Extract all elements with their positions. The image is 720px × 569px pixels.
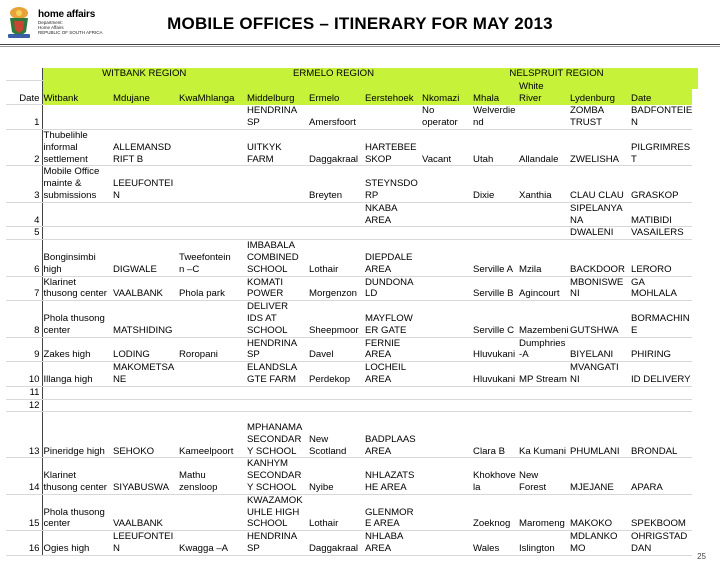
region-row [6, 68, 692, 80]
table-cell-nkomazi [421, 240, 472, 276]
table-cell-kwamhlanga [178, 105, 246, 130]
table-cell-ermelo: Daggakraal [308, 129, 364, 165]
ermelo-region-label: ERMELO REGION [246, 68, 421, 80]
table-cell-mdujane: SIYABUSWA [112, 458, 178, 494]
table-cell-ermelo: Amersfoort [308, 105, 364, 130]
table-cell-middelburg [246, 386, 308, 399]
table-cell-mhala: Serville C [472, 301, 518, 337]
table-cell-nkomazi [421, 276, 472, 301]
table-row [6, 386, 692, 399]
table-cell-white-river: Agincourt [518, 276, 569, 301]
table-cell-mhala: Utah [472, 129, 518, 165]
table-cell-eerstehoek: DUNDONA LD [364, 276, 421, 301]
column-header-row [6, 80, 692, 105]
nelspruit-region-label: NELSPRUIT REGION [421, 68, 692, 80]
logo-line-3: REPUBLIC OF SOUTH AFRICA [38, 29, 103, 35]
table-cell-middelburg: DELIVER IDS AT SCHOOL [246, 301, 308, 337]
row-date-cell: 14 [6, 458, 42, 494]
table-cell-witbank: Zakes high [42, 337, 112, 362]
table-cell-ermelo: Breyten [308, 166, 364, 202]
table-cell-white-river: Islington [518, 531, 569, 556]
table-row [6, 301, 692, 337]
table-cell-witbank: Illanga high [42, 362, 112, 387]
table-cell-eerstehoek: NKABA AREA [364, 202, 421, 227]
table-cell-lydenburg: DWALENI [569, 227, 630, 240]
table-cell-middelburg: KWAZAMOK UHLE HIGH SCHOOL [246, 494, 308, 530]
table-cell-nkomazi [421, 458, 472, 494]
table-cell-middelburg: ELANDSLA GTE FARM [246, 362, 308, 387]
table-cell-witbank: Ogies high [42, 531, 112, 556]
table-cell-ermelo: New Scotland [308, 412, 364, 458]
table-cell-kwamhlanga: Roropani [178, 337, 246, 362]
table-cell-lydenburg: BACKDOOR [569, 240, 630, 276]
table-cell-witbank: Mobile Office mainte & submissions [42, 166, 112, 202]
row-date-cell: 2 [6, 129, 42, 165]
table-cell-date-2: GRASKOP [630, 166, 692, 202]
table-cell-mhala [472, 227, 518, 240]
table-cell-middelburg: UITKYK FARM [246, 129, 308, 165]
table-cell-mhala: Welverdie nd [472, 105, 518, 130]
table-cell-eerstehoek: DIEPDALE AREA [364, 240, 421, 276]
table-cell-witbank [42, 386, 112, 399]
row-date-cell: 1 [6, 105, 42, 130]
table-cell-eerstehoek: NHLABA AREA [364, 531, 421, 556]
table-cell-mhala: Dixie [472, 166, 518, 202]
table-cell-middelburg [246, 202, 308, 227]
table-cell-middelburg: HENDRINA SP [246, 105, 308, 130]
table-cell-middelburg [246, 399, 308, 412]
table-cell-eerstehoek: FERNIE AREA [364, 337, 421, 362]
table-cell-white-river [518, 227, 569, 240]
row-date-cell: 6 [6, 240, 42, 276]
row-date-cell: 4 [6, 202, 42, 227]
row-date-cell: 9 [6, 337, 42, 362]
table-cell-witbank: Bonginsimbi high [42, 240, 112, 276]
table-cell-date-2: VASAILERS [630, 227, 692, 240]
table-row [6, 227, 692, 240]
title-divider-thin [0, 46, 720, 47]
table-cell-eerstehoek: NHLAZATS HE AREA [364, 458, 421, 494]
table-cell-date-2: MATIBIDI [630, 202, 692, 227]
table-cell-mdujane [112, 386, 178, 399]
table-cell-lydenburg: MBONISWE NI [569, 276, 630, 301]
table-cell-white-river: Ka Kumani [518, 412, 569, 458]
column-header-middelburg: Middelburg [246, 80, 308, 105]
table-cell-eerstehoek: STEYNSDO RP [364, 166, 421, 202]
row-date-cell: 5 [6, 227, 42, 240]
table-cell-mhala: Serville B [472, 276, 518, 301]
table-row [6, 362, 692, 387]
table-cell-ermelo: Lothair [308, 240, 364, 276]
table-cell-date-2: GA MOHLALA [630, 276, 692, 301]
table-cell-middelburg: IMBABALA COMBINED SCHOOL [246, 240, 308, 276]
table-cell-mdujane: LEEUFONTEI N [112, 166, 178, 202]
table-cell-white-river: Maromeng [518, 494, 569, 530]
table-cell-mhala: Clara B [472, 412, 518, 458]
table-cell-mhala [472, 399, 518, 412]
table-cell-ermelo [308, 386, 364, 399]
table-cell-white-river [518, 202, 569, 227]
table-cell-date-2: BORMACHIN E [630, 301, 692, 337]
table-cell-middelburg: HENDRINA SP [246, 531, 308, 556]
table-cell-mdujane: SEHOKO [112, 412, 178, 458]
table-cell-ermelo [308, 399, 364, 412]
table-cell-date-2: OHRIGSTAD DAN [630, 531, 692, 556]
table-cell-eerstehoek: HARTEBEE SKOP [364, 129, 421, 165]
table-cell-nkomazi [421, 362, 472, 387]
table-cell-mhala: Zoeknog [472, 494, 518, 530]
table-cell-lydenburg [569, 399, 630, 412]
column-header-nkomazi: Nkomazi [421, 80, 472, 105]
itinerary-table [6, 68, 692, 556]
table-cell-lydenburg: ZOMBA TRUST [569, 105, 630, 130]
table-cell-witbank: Phola thusong center [42, 494, 112, 530]
witbank-region-label: WITBANK REGION [42, 68, 246, 80]
column-header-mdujane: Mdujane [112, 80, 178, 105]
table-cell-lydenburg: MVANGATI NI [569, 362, 630, 387]
table-cell-nkomazi [421, 386, 472, 399]
table-cell-nkomazi [421, 301, 472, 337]
logo-brand-name: home affairs [38, 8, 96, 20]
table-cell-eerstehoek: GLENMOR E AREA [364, 494, 421, 530]
table-cell-mhala: Hluvukani [472, 362, 518, 387]
table-cell-middelburg [246, 166, 308, 202]
table-cell-white-river [518, 105, 569, 130]
table-cell-lydenburg: PHUMLANI [569, 412, 630, 458]
row-date-cell: 10 [6, 362, 42, 387]
table-cell-mhala: Hluvukani [472, 337, 518, 362]
table-cell-date-2 [630, 399, 692, 412]
table-cell-lydenburg: MJEJANE [569, 458, 630, 494]
table-cell-middelburg: KOMATI POWER [246, 276, 308, 301]
itinerary-table-wrap [6, 68, 693, 554]
logo-line-2: Home Affairs [38, 24, 64, 30]
row-date-cell: 7 [6, 276, 42, 301]
table-cell-witbank: Klarinet thusong center [42, 458, 112, 494]
column-header-kwamhlanga: KwaMhlanga [178, 80, 246, 105]
table-cell-witbank: Pineridge high [42, 412, 112, 458]
table-cell-nkomazi [421, 531, 472, 556]
table-cell-witbank: Thubelihle informal settlement [42, 129, 112, 165]
row-date-cell: 15 [6, 494, 42, 530]
table-row [6, 494, 692, 530]
table-cell-kwamhlanga [178, 399, 246, 412]
table-cell-nkomazi: Vacant [421, 129, 472, 165]
table-cell-lydenburg: BIYELANI [569, 337, 630, 362]
table-cell-kwamhlanga: Kwagga –A [178, 531, 246, 556]
table-cell-lydenburg: CLAU CLAU [569, 166, 630, 202]
table-cell-date-2: SPEKBOOM [630, 494, 692, 530]
table-cell-ermelo: Nyibe [308, 458, 364, 494]
table-cell-date-2: PHIRING [630, 337, 692, 362]
table-cell-witbank [42, 202, 112, 227]
table-cell-mdujane: LEEUFONTEI N [112, 531, 178, 556]
column-header-ermelo: Ermelo [308, 80, 364, 105]
table-cell-kwamhlanga [178, 227, 246, 240]
table-row [6, 399, 692, 412]
table-cell-white-river [518, 386, 569, 399]
table-cell-lydenburg: ZWELISHA [569, 129, 630, 165]
table-cell-mhala: Khokhove la [472, 458, 518, 494]
table-cell-date-2: ID DELIVERY [630, 362, 692, 387]
table-cell-white-river: Mazembeni [518, 301, 569, 337]
table-cell-ermelo: Sheepmoor [308, 301, 364, 337]
table-cell-mdujane: DIGWALE [112, 240, 178, 276]
table-row [6, 531, 692, 556]
table-row [6, 202, 692, 227]
table-cell-mhala [472, 386, 518, 399]
table-row [6, 458, 692, 494]
table-cell-nkomazi [421, 412, 472, 458]
table-cell-mdujane: MAKOMETSA NE [112, 362, 178, 387]
table-cell-mdujane [112, 105, 178, 130]
table-cell-ermelo: Perdekop [308, 362, 364, 387]
column-header-date-2: Date [630, 80, 692, 105]
table-cell-mhala [472, 202, 518, 227]
table-cell-date-2: LERORO [630, 240, 692, 276]
table-cell-witbank [42, 399, 112, 412]
table-cell-mhala: Wales [472, 531, 518, 556]
table-cell-mdujane: VAALBANK [112, 494, 178, 530]
table-cell-kwamhlanga [178, 386, 246, 399]
table-cell-lydenburg [569, 386, 630, 399]
table-cell-nkomazi [421, 227, 472, 240]
row-date-cell: 11 [6, 386, 42, 399]
table-cell-white-river: Allandale [518, 129, 569, 165]
column-header-mhala: Mhala [472, 80, 518, 105]
table-cell-mdujane: LODING [112, 337, 178, 362]
table-cell-kwamhlanga: Kameelpoort [178, 412, 246, 458]
table-cell-nkomazi [421, 337, 472, 362]
table-cell-witbank [42, 105, 112, 130]
table-cell-nkomazi [421, 166, 472, 202]
table-cell-nkomazi [421, 399, 472, 412]
table-cell-ermelo: Lothair [308, 494, 364, 530]
table-cell-date-2: BRONDAL [630, 412, 692, 458]
table-cell-eerstehoek: LOCHEIL AREA [364, 362, 421, 387]
row-date-cell: 13 [6, 412, 42, 458]
page-number: 25 [697, 552, 706, 561]
table-cell-mdujane [112, 227, 178, 240]
table-cell-mdujane: VAALBANK [112, 276, 178, 301]
table-cell-mdujane [112, 399, 178, 412]
table-cell-kwamhlanga [178, 166, 246, 202]
table-cell-nkomazi: No operator [421, 105, 472, 130]
table-cell-mdujane: ALLEMANSD RIFT B [112, 129, 178, 165]
table-cell-middelburg: KANHYM SECONDAR Y SCHOOL [246, 458, 308, 494]
table-cell-lydenburg: MDLANKO MO [569, 531, 630, 556]
table-row [6, 412, 692, 458]
table-cell-date-2: APARA [630, 458, 692, 494]
table-cell-white-river: MP Stream [518, 362, 569, 387]
table-cell-white-river: Mzila [518, 240, 569, 276]
table-row [6, 240, 692, 276]
table-cell-eerstehoek [364, 386, 421, 399]
row-date-cell: 3 [6, 166, 42, 202]
table-cell-witbank: Phola thusong center [42, 301, 112, 337]
table-row [6, 276, 692, 301]
row-date-cell: 12 [6, 399, 42, 412]
table-cell-kwamhlanga [178, 301, 246, 337]
table-cell-white-river: New Forest [518, 458, 569, 494]
row-date-cell: 8 [6, 301, 42, 337]
table-cell-kwamhlanga [178, 362, 246, 387]
table-cell-eerstehoek [364, 227, 421, 240]
table-cell-kwamhlanga: Mathu zensloop [178, 458, 246, 494]
column-header-lydenburg: Lydenburg [569, 80, 630, 105]
table-cell-white-river: Xanthia [518, 166, 569, 202]
table-row [6, 105, 692, 130]
table-cell-kwamhlanga [178, 129, 246, 165]
table-cell-nkomazi [421, 494, 472, 530]
table-cell-mdujane [112, 202, 178, 227]
table-row [6, 129, 692, 165]
table-cell-kwamhlanga [178, 202, 246, 227]
table-cell-kwamhlanga [178, 494, 246, 530]
table-cell-white-river: Dumphries -A [518, 337, 569, 362]
column-header-witbank: Witbank [42, 80, 112, 105]
table-cell-mdujane: MATSHIDING [112, 301, 178, 337]
table-cell-date-2: BADFONTEIE N [631, 105, 693, 129]
table-cell-ermelo: Daggakraal [308, 531, 364, 556]
table-cell-date-2: PILGRIMRES T [630, 129, 692, 165]
table-cell-middelburg [246, 227, 308, 240]
table-cell-eerstehoek: BADPLAAS AREA [364, 412, 421, 458]
table-cell-eerstehoek [364, 105, 421, 130]
table-cell-lydenburg: SIPELANYA NA [569, 202, 630, 227]
table-cell-witbank [42, 227, 112, 240]
row-date-cell: 16 [6, 531, 42, 556]
table-cell-middelburg: MPHANAMA SECONDAR Y SCHOOL [246, 412, 308, 458]
page-title: MOBILE OFFICES – ITINERARY FOR MAY 2013 [167, 14, 553, 33]
table-cell-witbank: Klarinet thusong center [42, 276, 112, 301]
logo-line-1: Department: [38, 19, 63, 25]
table-cell-ermelo [308, 202, 364, 227]
table-cell-ermelo: Davel [308, 337, 364, 362]
table-cell-mhala: Serville A [472, 240, 518, 276]
table-cell-middelburg: HENDRINA SP [246, 337, 308, 362]
column-header-eerstehoek: Eerstehoek [364, 80, 421, 105]
table-cell-date-2 [630, 386, 692, 399]
table-row [6, 337, 692, 362]
table-row [6, 166, 692, 202]
table-cell-kwamhlanga: Phola park [178, 276, 246, 301]
column-header-white-river: White River [518, 80, 569, 105]
table-cell-white-river [518, 399, 569, 412]
table-cell-eerstehoek: MAYFLOW ER GATE [364, 301, 421, 337]
table-cell-kwamhlanga: Tweefontein n –C [178, 240, 246, 276]
column-header-date: Date [6, 80, 42, 105]
table-cell-lydenburg: GUTSHWA [569, 301, 630, 337]
title-divider [0, 44, 720, 45]
table-cell-lydenburg: MAKOKO [569, 494, 630, 530]
table-cell-eerstehoek [364, 399, 421, 412]
table-cell-nkomazi [421, 202, 472, 227]
table-cell-ermelo: Morgenzon [308, 276, 364, 301]
table-cell-ermelo [308, 227, 364, 240]
